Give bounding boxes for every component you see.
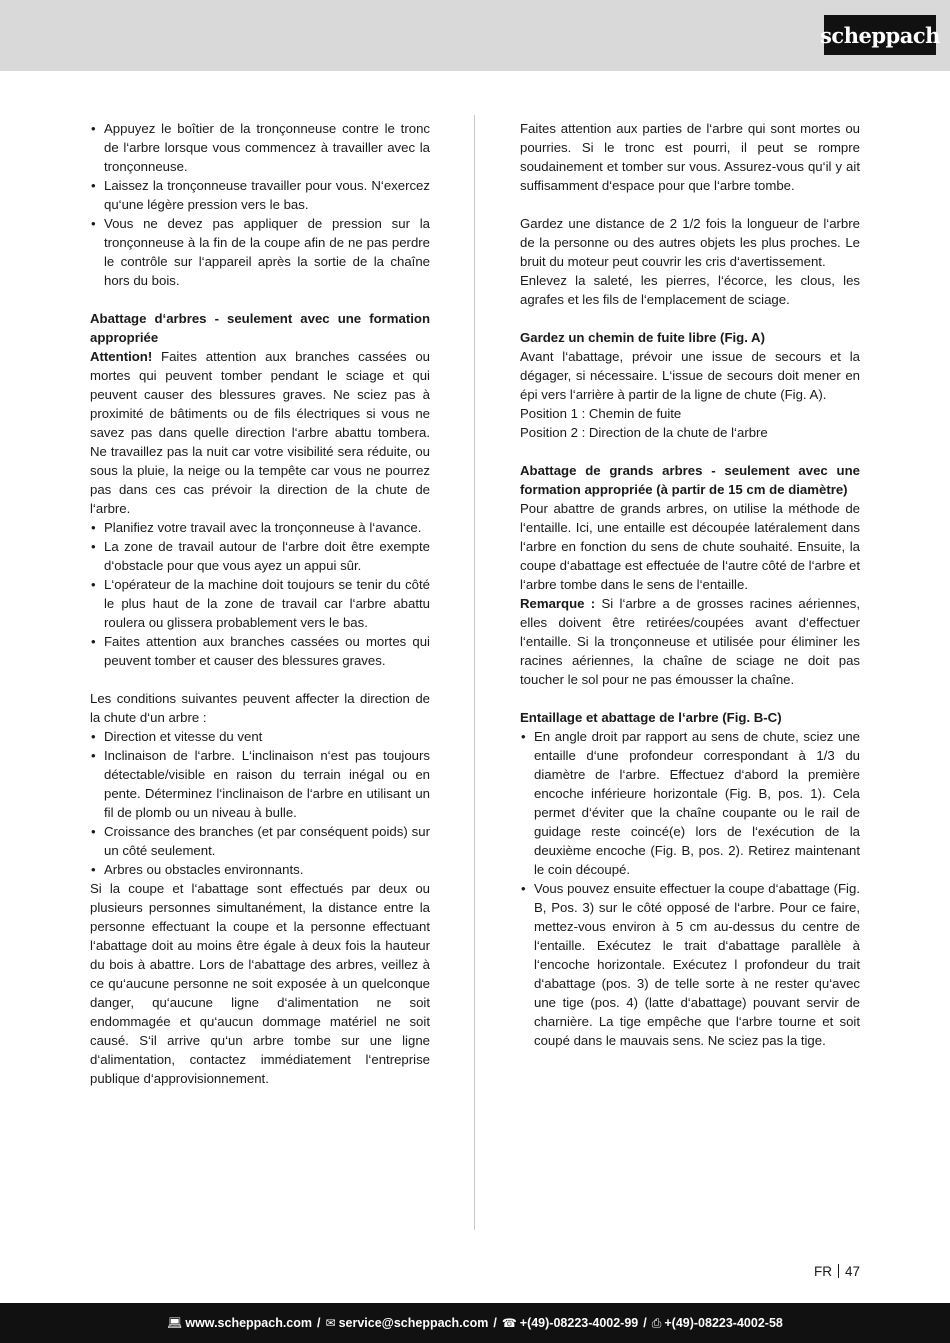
- right-column: [520, 119, 860, 1050]
- list-item: • Croissance des branches (et par conséquent poids) sur un côté seulement.: [90, 822, 430, 860]
- list-item: • Arbres ou obstacles environnants.: [90, 860, 430, 879]
- list-item: • La zone de travail autour de l‘arbre doit être exempte d‘obstacle pour que vous ayez un appui sûr.: [90, 537, 430, 575]
- list-item: • Laissez la tronçonneuse travailler pour vous. N‘exercez qu‘une légère pression vers le bas.: [90, 176, 430, 214]
- paragraph-clear-site: Enlevez la saleté, les pierres, l‘écorce, les clous, les agrafes et les fils de l‘emplacement de sciage.: [520, 273, 860, 307]
- list-item: • Direction et vitesse du vent: [90, 727, 430, 746]
- list-item: • Faites attention aux branches cassées ou mortes qui peuvent tomber et causer des blessures graves.: [90, 632, 430, 670]
- paragraph-distance: Gardez une distance de 2 1/2 fois la longueur de l‘arbre de la personne ou des autres objets les plus proches. Le bruit du moteur peut couvrir les cris d‘avertissement.: [520, 216, 860, 269]
- attention-paragraph: [90, 347, 430, 518]
- position-1: Position 1 : Chemin de fuite: [520, 406, 682, 421]
- conditions-intro: Les conditions suivantes peuvent affecter la direction de la chute d‘un arbre :: [90, 691, 430, 725]
- section-heading-large-trees: Abattage de grands arbres - seulement avec une formation appropriée (à partir de 15 cm de diamètre): [520, 463, 860, 497]
- logo-text: scheppach: [820, 22, 940, 48]
- remark-text: Si l‘arbre a de grosses racines aériennes, elles doivent être retirées/coupées avant d‘effectuer l‘entaille. Si la tronçonneuse et utilisée pour éliminer les racines aériennes, la chaîne de sciage ne doit pas toucher le sol pour ne pas émousser la chaîne.: [520, 596, 860, 687]
- remark-label: Remarque :: [520, 596, 596, 611]
- phone-icon: ☎︎: [501, 1316, 517, 1330]
- fax-icon: ⎙: [651, 1315, 662, 1330]
- list-item: • L‘opérateur de la machine doit toujours se tenir du côté le plus haut de la zone de travail car l‘arbre abattu roulera ou glissera probablement vers le bas.: [90, 575, 430, 632]
- footer-bar: [0, 1303, 950, 1343]
- footer-phone: +(49)-08223-4002-99: [519, 1316, 639, 1330]
- mail-icon: ✉︎: [325, 1316, 336, 1330]
- escape-text: Avant l‘abattage, prévoir une issue de secours et la dégager, si nécessaire. L‘issue de secours doit mener en épi vers l‘arrière à partir de la ligne de chute (Fig. A).: [520, 349, 860, 402]
- bullet-list-planning: [90, 518, 430, 670]
- attention-label: Attention!: [90, 349, 153, 364]
- section-heading-tree-felling: Abattage d‘arbres - seulement avec une formation appropriée: [90, 311, 430, 345]
- footer-separator: /: [493, 1316, 497, 1330]
- footer-fax: +(49)-08223-4002-58: [664, 1316, 783, 1330]
- paragraph-dead-parts: Faites attention aux parties de l‘arbre qui sont mortes ou pourries. Si le tronc est pourri, il peut se rompre soudainement et tomber sur vous. Assurez-vous qu‘il y ait suffisamment d‘espace pour que l‘arbre tombe.: [520, 121, 860, 193]
- list-item: • Vous ne devez pas appliquer de pression sur la tronçonneuse à la fin de la coupe afin de ne pas perdre le contrôle sur l‘appareil après la sortie de la chaîne hors du bois.: [90, 214, 430, 290]
- position-2: Position 2 : Direction de la chute de l‘arbre: [520, 425, 768, 440]
- list-item: • Inclinaison de l‘arbre. L‘inclinaison n‘est pas toujours détectable/visible en raison du terrain inégal ou en pente. Déterminez l‘inclinaison de l‘arbre en utilisant un fil de plomb ou un niveau à bulle.: [90, 746, 430, 822]
- list-item: • En angle droit par rapport au sens de chute, sciez une entaille d‘une profondeur correspondant à 1/3 du diamètre de l‘arbre. Effectuez d‘abord la première encoche inférieure horizontale (Fig. B, pos. 1). Cela permet d‘éviter que la chaîne coupante ou le rail de guidage reste coincé(e) lors de l‘exécution de la deuxième encoche (Fig. B, pos. 2). Retirez maintenant le coin découpé.: [520, 727, 860, 879]
- page-number-value: 47: [844, 1264, 860, 1279]
- list-item: • Vous pouvez ensuite effectuer la coupe d‘abattage (Fig. B, Pos. 3) sur le côté opposé de l‘arbre. Pour ce faire, mettez-vous environ à 5 cm au-dessus du centre de l‘entaille. Exécutez le trait d‘abattage parallèle à l‘encoche horizontale. Exécutez l profondeur du trait d‘abattage (pos. 3) de telle sorte à ne rester qu‘avec une tige (pos. 4) (latte d‘abattage) pouvant servir de charnière. La tige empêche que l‘arbre tourne et soit coupé dans le mauvais sens. Ne sciez pas la tige.: [520, 879, 860, 1050]
- header-band: [0, 0, 950, 71]
- footer-separator: /: [317, 1316, 321, 1330]
- page-number: [814, 1264, 860, 1279]
- bullet-list-notch: [520, 727, 860, 1050]
- column-divider: [474, 115, 475, 1230]
- attention-text: Faites attention aux branches cassées ou mortes qui peuvent tomber pendant le sciage et qui peuvent causer des blessures graves. Ne sciez pas à proximité de bâtiments ou de fils électriques si vous ne savez pas dans quelle direction l‘arbre abattu tombera. Ne travaillez pas la nuit car votre visibilité sera réduite, ou sous la pluie, la neige ou la tempête car vous ne pourrez pas dans ces cas prévoir la direction de la chute de l‘arbre.: [90, 349, 430, 516]
- page-separator: [838, 1264, 839, 1278]
- brand-logo: [820, 15, 940, 55]
- remark-paragraph: [520, 594, 860, 689]
- footer-email[interactable]: service@scheppach.com: [338, 1316, 489, 1330]
- footer-website[interactable]: www.scheppach.com: [185, 1316, 313, 1330]
- left-column: [90, 119, 430, 1088]
- bullet-list-conditions: [90, 727, 430, 879]
- large-trees-text: Pour abattre de grands arbres, on utilise la méthode de l‘entaille. Ici, une entaille est découpée latéralement dans l‘arbre en fonction du sens de chute souhaité. Ensuite, la coupe d‘abattage est effectuée de l‘autre côté de l‘arbre et l‘arbre tombe dans le sens de l‘entaille.: [520, 501, 860, 592]
- page-language: FR: [813, 1264, 832, 1279]
- list-item: • Planifiez votre travail avec la tronçonneuse à l‘avance.: [90, 518, 430, 537]
- section-heading-notch: Entaillage et abattage de l‘arbre (Fig. B-C): [520, 710, 782, 725]
- computer-icon: 💻︎: [167, 1316, 183, 1330]
- list-item: • Appuyez le boîtier de la tronçonneuse contre le tronc de l‘arbre lorsque vous commencez à travailler avec la tronçonneuse.: [90, 119, 430, 176]
- bullet-list-saw-usage: [90, 119, 430, 290]
- footer-separator: /: [643, 1316, 647, 1330]
- section-heading-escape-path: Gardez un chemin de fuite libre (Fig. A): [520, 330, 765, 345]
- closing-paragraph: Si la coupe et l‘abattage sont effectués par deux ou plusieurs personnes simultanément, la distance entre la personne effectuant la coupe et la personne effectuant l‘abattage doit au moins être égale à deux fois la hauteur du bois à abattre. Lors de l‘abattage des arbres, veillez à ce qu‘aucune personne ne soit exposée à un quelconque danger, qu‘aucune ligne d‘alimentation ne soit endommagée et qu‘aucun dommage matériel ne soit causé. S‘il arrive qu‘un arbre tombe sur une ligne d‘alimentation, contactez immédiatement l‘entreprise publique d‘approvisionnement.: [90, 881, 430, 1086]
